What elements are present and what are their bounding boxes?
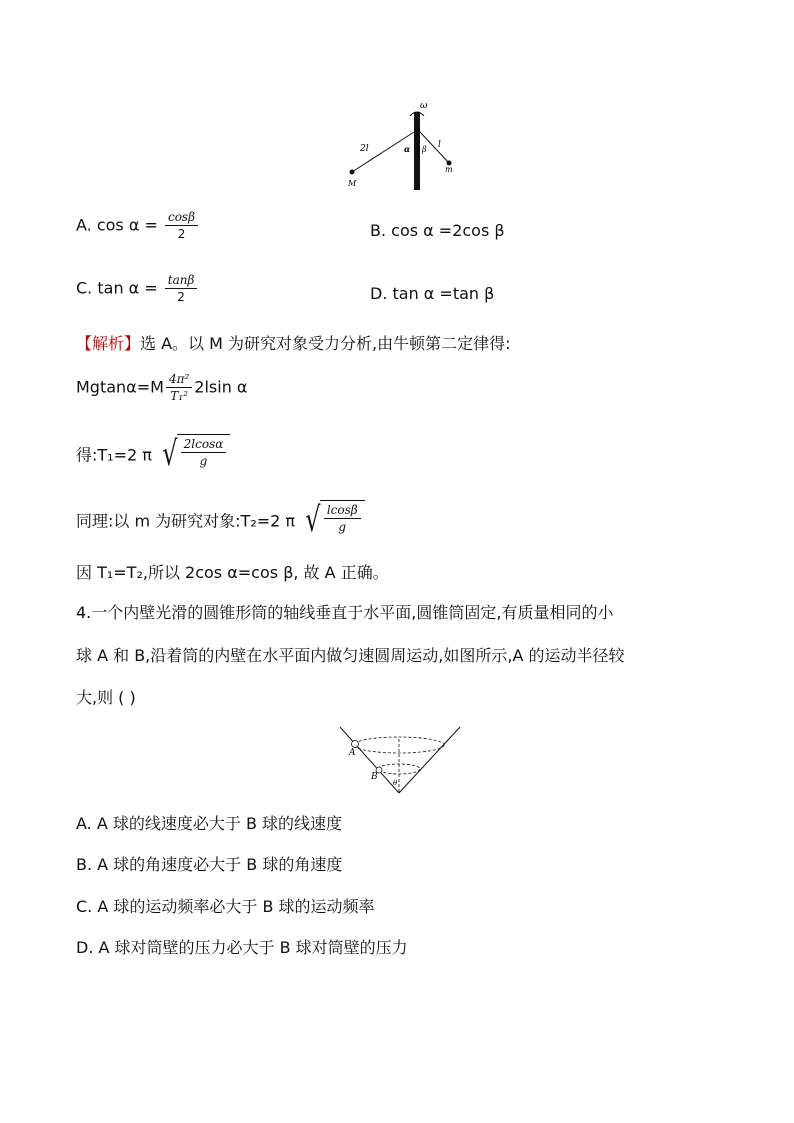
length-l-label: l bbox=[438, 140, 441, 150]
q4-option-c: C. A 球的运动频率必大于 B 球的运动频率 bbox=[76, 897, 375, 916]
option-b: B. cos α =2cos β bbox=[370, 221, 505, 240]
solution-label: 【解析】 bbox=[76, 334, 141, 353]
beta-label: β bbox=[422, 145, 427, 154]
theta-label: θ bbox=[393, 779, 398, 787]
mass-M-label: M bbox=[348, 179, 357, 188]
length-2l-label: 2l bbox=[360, 144, 369, 154]
solution-eq3: 同理:以 m 为研究对象:T₂=2 π √ $\frac{lcos\beta}{g}$ bbox=[76, 500, 365, 540]
omega-label: ω bbox=[420, 101, 428, 111]
q4-option-d: D. A 球对筒壁的压力必大于 B 球对筒壁的压力 bbox=[76, 938, 408, 957]
solution-eq1: Mgtanα=M $\frac{\text{4π²}}{\text{T₁²}}$ 2lsin α bbox=[76, 372, 248, 403]
ball-a bbox=[352, 741, 359, 748]
eq1-fraction: $\frac{\text{4π²}}{\text{T₁²}}$ bbox=[166, 372, 192, 404]
q4-option-b: B. A 球的角速度必大于 B 球的角速度 bbox=[76, 855, 343, 874]
q4-option-a: A. A 球的线速度必大于 B 球的线速度 bbox=[76, 814, 343, 833]
eq2-sqrt: √ $\frac{2lcos\alpha}{g}$ bbox=[159, 434, 230, 474]
q4-line3: 大,则 ( ) bbox=[76, 688, 136, 707]
option-c-fraction: $\frac{\tan\beta}{2}$ bbox=[165, 273, 198, 305]
option-c: C. tan α = $\frac{\tan\beta}{2}$ bbox=[76, 273, 199, 305]
rod-pendulum-figure bbox=[340, 100, 470, 192]
option-a: A. cos α = $\frac{\cos\beta}{2}$ bbox=[76, 210, 200, 242]
mass-big-dot bbox=[350, 170, 355, 175]
option-d: D. tan α =tan β bbox=[370, 284, 495, 303]
option-a-fraction: $\frac{\cos\beta}{2}$ bbox=[165, 210, 198, 242]
ball-a-label: A bbox=[349, 748, 356, 758]
solution-conclusion: 因 T₁=T₂,所以 2cos α=cos β, 故 A 正确。 bbox=[76, 563, 389, 582]
q4-line1: 4.一个内壁光滑的圆锥形筒的轴线垂直于水平面,圆锥筒固定,有质量相同的小 bbox=[76, 603, 614, 622]
solution-eq2: 得:T₁=2 π √ $\frac{2lcos\alpha}{g}$ bbox=[76, 434, 230, 474]
alpha-label: α bbox=[404, 144, 411, 154]
cone-right-wall bbox=[399, 727, 460, 793]
mass-m-label: m bbox=[445, 165, 453, 174]
ball-b-label: B bbox=[371, 772, 378, 782]
q4-line2: 球 A 和 B,沿着筒的内壁在水平面内做匀速圆周运动,如图所示,A 的运动半径较 bbox=[76, 646, 625, 665]
vertical-rod bbox=[414, 112, 420, 190]
eq3-sqrt: √ $\frac{lcos\beta}{g}$ bbox=[302, 500, 365, 540]
solution-intro: 【解析】选 A。以 M 为研究对象受力分析,由牛顿第二定律得: bbox=[76, 334, 511, 353]
cone-figure bbox=[335, 725, 465, 797]
